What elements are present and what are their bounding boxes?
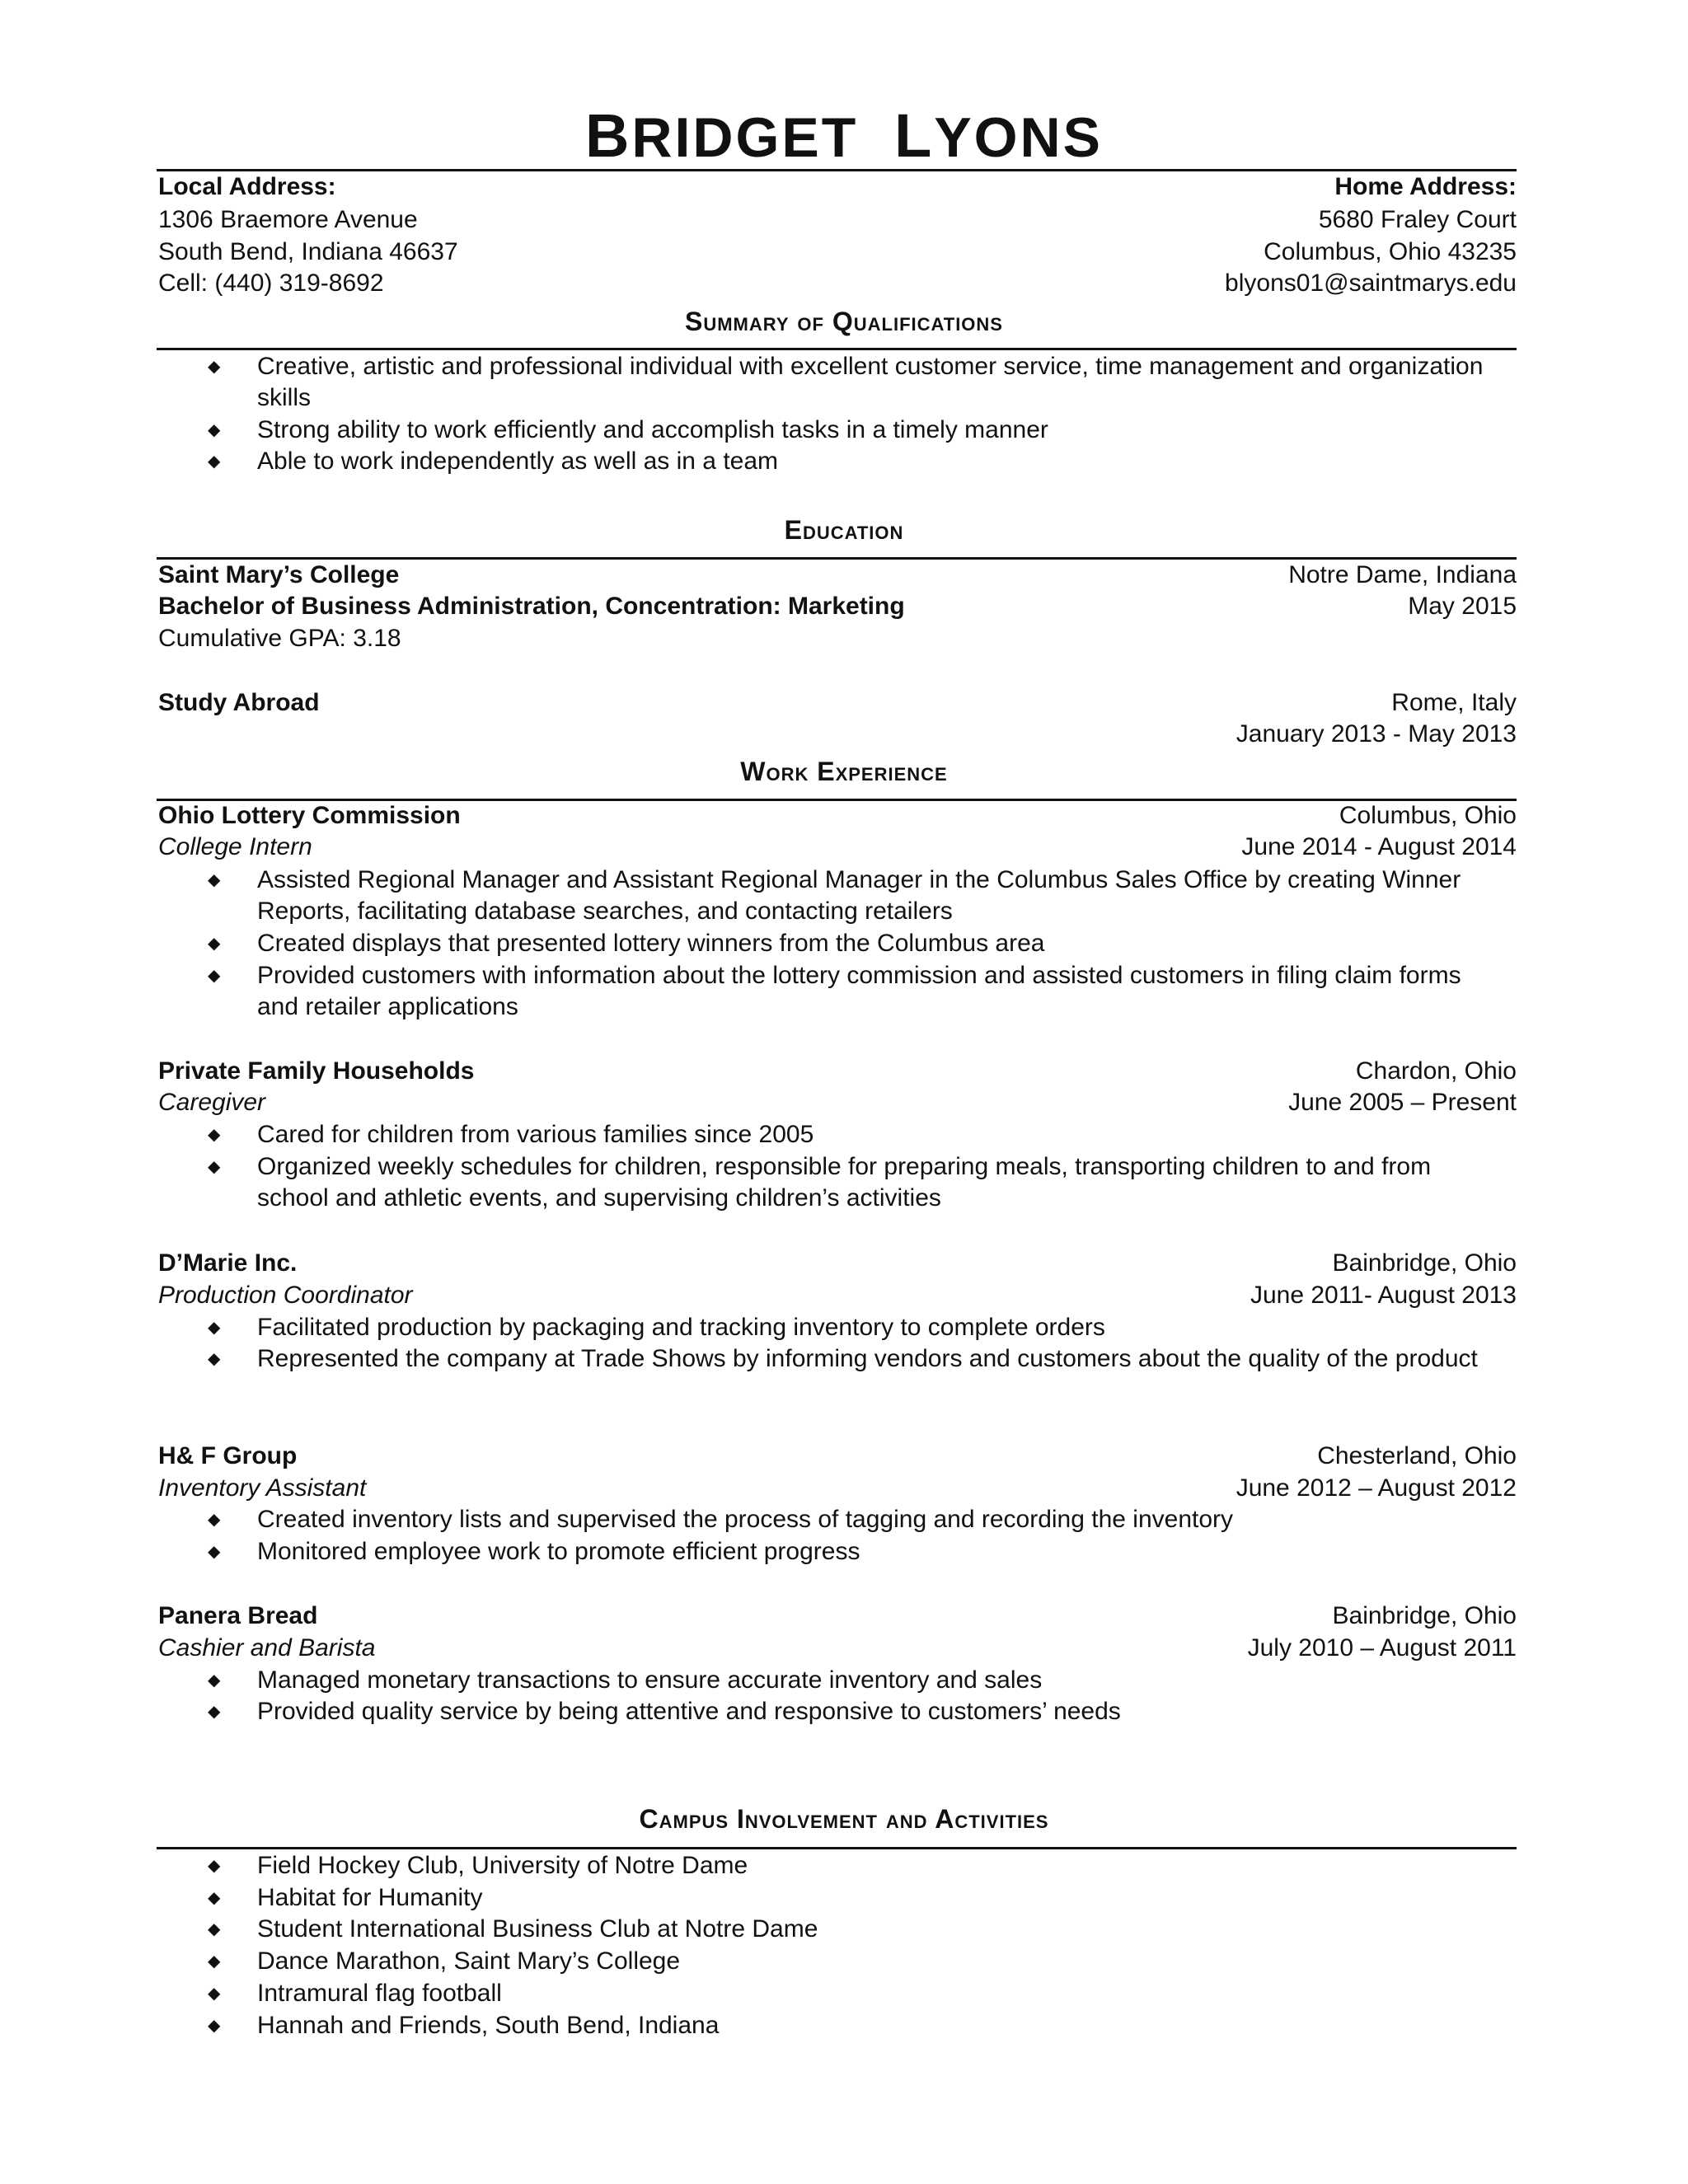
email-address: blyons01@saintmarys.edu xyxy=(1225,269,1517,297)
campus-bullet: Intramural flag football xyxy=(257,1980,502,2007)
bullet-diamond-icon: ◆ xyxy=(208,452,221,471)
job-title: Caregiver xyxy=(158,1089,266,1116)
bullet-diamond-icon: ◆ xyxy=(208,421,221,439)
job-bullet: Facilitated production by packaging and tracking inventory to complete orders xyxy=(257,1314,1105,1341)
home-address-label: Home Address: xyxy=(1334,173,1517,200)
job-title: Inventory Assistant xyxy=(158,1474,367,1502)
name-initial-first: B xyxy=(584,101,632,170)
campus-bullet: Habitat for Humanity xyxy=(257,1884,483,1911)
summary-bullet: Creative, artistic and professional individual with excellent customer service, time management and organization skills xyxy=(257,353,1484,411)
bullet-diamond-icon: ◆ xyxy=(208,1920,221,1938)
job-bullet: Monitored employee work to promote efficient progress xyxy=(257,1538,860,1565)
bullet-diamond-icon: ◆ xyxy=(208,1511,221,1529)
job-dates: June 2005 – Present xyxy=(1288,1089,1517,1116)
bullet-diamond-icon: ◆ xyxy=(208,1543,221,1561)
job-location: Columbus, Ohio xyxy=(1339,802,1517,829)
job-employer: D’Marie Inc. xyxy=(158,1249,298,1277)
home-address-line2: Columbus, Ohio 43235 xyxy=(1264,238,1517,265)
job-dates: July 2010 – August 2011 xyxy=(1247,1634,1517,1661)
name-initial-last: L xyxy=(894,101,935,170)
campus-bullet: Dance Marathon, Saint Mary’s College xyxy=(257,1947,681,1975)
bullet-diamond-icon: ◆ xyxy=(208,1952,221,1971)
bullet-diamond-icon: ◆ xyxy=(208,1126,221,1144)
job-title: College Intern xyxy=(158,833,312,860)
study-abroad: Study Abroad xyxy=(158,689,320,716)
home-address-line1: 5680 Fraley Court xyxy=(1318,206,1517,233)
job-employer: Private Family Households xyxy=(158,1057,475,1085)
local-address-line2: South Bend, Indiana 46637 xyxy=(158,238,458,265)
campus-bullet: Field Hockey Club, University of Notre Dame xyxy=(257,1852,748,1879)
bullet-diamond-icon: ◆ xyxy=(208,1671,221,1690)
job-bullet: Provided quality service by being attentive and responsive to customers’ needs xyxy=(257,1698,1121,1725)
job-dates: June 2011- August 2013 xyxy=(1250,1282,1517,1309)
job-bullet: Managed monetary transactions to ensure accurate inventory and sales xyxy=(257,1666,1043,1694)
bullet-diamond-icon: ◆ xyxy=(208,1857,221,1875)
job-employer: Panera Bread xyxy=(158,1602,318,1629)
local-address-label: Local Address: xyxy=(158,173,336,200)
bullet-diamond-icon: ◆ xyxy=(208,1319,221,1337)
school-name: Saint Mary’s College xyxy=(158,561,400,588)
bullet-diamond-icon: ◆ xyxy=(208,1889,221,1907)
job-location: Bainbridge, Ohio xyxy=(1332,1249,1517,1277)
job-employer: Ohio Lottery Commission xyxy=(158,802,461,829)
section-title-summary: Summary of Qualifications xyxy=(685,307,1003,336)
summary-bullet: Strong ability to work efficiently and accomplish tasks in a timely manner xyxy=(257,416,1048,443)
bullet-diamond-icon: ◆ xyxy=(208,1158,221,1176)
bullet-diamond-icon: ◆ xyxy=(208,935,221,953)
header-divider xyxy=(157,169,1517,171)
school-location: Notre Dame, Indiana xyxy=(1288,561,1517,588)
job-title: Production Coordinator xyxy=(158,1282,413,1309)
section-title-work: Work Experience xyxy=(740,757,948,786)
job-bullet: Created inventory lists and supervised the process of tagging and recording the inventory xyxy=(257,1506,1234,1533)
job-location: Chardon, Ohio xyxy=(1355,1057,1517,1085)
campus-bullet: Student International Business Club at Notre Dame xyxy=(257,1915,818,1943)
job-location: Bainbridge, Ohio xyxy=(1332,1602,1517,1629)
bullet-diamond-icon: ◆ xyxy=(208,871,221,889)
job-dates: June 2014 - August 2014 xyxy=(1241,833,1517,860)
gpa: Cumulative GPA: 3.18 xyxy=(158,625,401,652)
summary-divider xyxy=(157,348,1517,350)
degree-date: May 2015 xyxy=(1408,593,1517,620)
campus-bullet: Hannah and Friends, South Bend, Indiana xyxy=(257,2012,720,2039)
job-bullet: Cared for children from various families since 2005 xyxy=(257,1121,814,1148)
local-address-line1: 1306 Braemore Avenue xyxy=(158,206,418,233)
study-abroad-location: Rome, Italy xyxy=(1391,689,1517,716)
section-title-campus: Campus Involvement and Activities xyxy=(639,1804,1049,1834)
candidate-name xyxy=(0,101,1688,171)
bullet-diamond-icon: ◆ xyxy=(208,1985,221,2003)
bullet-diamond-icon: ◆ xyxy=(208,1703,221,1721)
job-title: Cashier and Barista xyxy=(158,1634,376,1661)
study-abroad-dates: January 2013 - May 2013 xyxy=(1236,720,1517,748)
section-title-education: Education xyxy=(784,515,904,545)
job-employer: H& F Group xyxy=(158,1442,298,1469)
degree: Bachelor of Business Administration, Concentration: Marketing xyxy=(158,593,905,620)
bullet-diamond-icon: ◆ xyxy=(208,2017,221,2035)
job-location: Chesterland, Ohio xyxy=(1317,1442,1517,1469)
campus-divider xyxy=(157,1847,1517,1849)
cell-phone: Cell: (440) 319-8692 xyxy=(158,269,384,297)
name-last-rest: YONS xyxy=(934,106,1104,169)
bullet-diamond-icon: ◆ xyxy=(208,1350,221,1368)
summary-bullet: Able to work independently as well as in a team xyxy=(257,448,779,475)
name-first-rest: RIDGET xyxy=(631,106,859,169)
job-bullet: Provided customers with information about the lottery commission and assisted customers in filing claim forms and retailer applications xyxy=(257,962,1461,1020)
bullet-diamond-icon: ◆ xyxy=(208,358,221,376)
bullet-diamond-icon: ◆ xyxy=(208,967,221,985)
job-bullet: Created displays that presented lottery winners from the Columbus area xyxy=(257,930,1045,957)
job-dates: June 2012 – August 2012 xyxy=(1236,1474,1517,1502)
job-bullet: Assisted Regional Manager and Assistant Regional Manager in the Columbus Sales Office by creating Winner Reports, facilitating database searches, and contacting retailers xyxy=(257,866,1461,925)
job-bullet: Organized weekly schedules for children, responsible for preparing meals, transporting children to and from school and athletic events, and supervising children’s activities xyxy=(257,1153,1432,1212)
job-bullet: Represented the company at Trade Shows by informing vendors and customers about the quality of the product xyxy=(257,1345,1478,1372)
